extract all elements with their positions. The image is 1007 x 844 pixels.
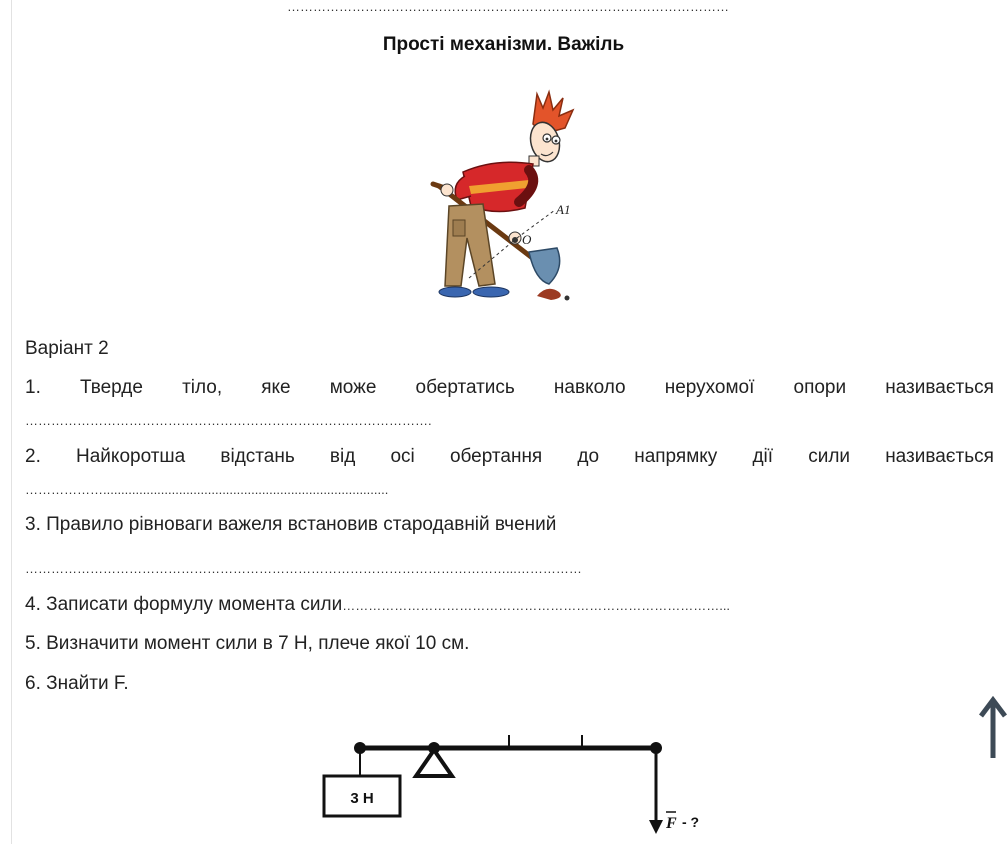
question-5: 5. Визначити момент сили в 7 Н, плече якої 10 см.	[25, 633, 470, 654]
question-1	[25, 377, 994, 399]
word: 2.	[25, 446, 41, 467]
boy-with-shovel-illustration	[425, 88, 585, 304]
word: називається	[885, 377, 994, 398]
word: обертатись	[415, 377, 515, 398]
fulcrum-triangle	[416, 750, 452, 776]
question-4-text: 4. Записати формулу момента сили	[25, 594, 343, 615]
answer-blank-3: …………………………………………………………………………………………………...……………	[25, 561, 582, 576]
word: нерухомої	[664, 377, 755, 398]
weight-label: 3 Н	[350, 790, 374, 807]
word: осі	[390, 446, 415, 467]
answer-blank-4: ……………………………………………………………………………...	[342, 598, 731, 613]
word: 1.	[25, 377, 41, 398]
word: яке	[261, 377, 291, 398]
force-label: F	[666, 815, 677, 832]
word: Тверде	[79, 377, 143, 398]
answer-blank-1: ………………………………………………………………………………….	[25, 413, 432, 428]
word: може	[329, 377, 377, 398]
top-dotted-line: …………………………………………………………………………………………	[287, 0, 729, 14]
word: від	[329, 446, 356, 467]
word: називається	[885, 446, 994, 467]
label-a1: A1	[556, 202, 571, 217]
word: Найкоротша	[76, 446, 186, 467]
lever-diagram	[310, 728, 730, 844]
scroll-to-top-arrow-icon[interactable]	[978, 696, 1007, 760]
page-left-border	[11, 0, 12, 844]
question-4	[25, 594, 730, 617]
answer-blank-2: ………………...............................................................................	[25, 482, 389, 497]
question-2	[25, 446, 994, 468]
variant-label: Варіант 2	[25, 338, 109, 359]
word: обертання	[449, 446, 543, 467]
word: тіло,	[182, 377, 223, 398]
word: дії	[752, 446, 774, 467]
worksheet-title: Прості механізми. Важіль	[382, 34, 625, 55]
word: опори	[793, 377, 847, 398]
word: навколо	[553, 377, 626, 398]
label-o: O	[522, 232, 532, 247]
word: до	[577, 446, 600, 467]
force-question: - ?	[682, 814, 700, 830]
word: напрямку	[634, 446, 718, 467]
question-3: 3. Правило рівноваги важеля встановив стародавній вчений	[25, 514, 557, 535]
word: сили	[808, 446, 851, 467]
question-6: 6. Знайти F.	[25, 673, 129, 694]
word: відстань	[220, 446, 295, 467]
force-arrow-head	[649, 820, 663, 834]
